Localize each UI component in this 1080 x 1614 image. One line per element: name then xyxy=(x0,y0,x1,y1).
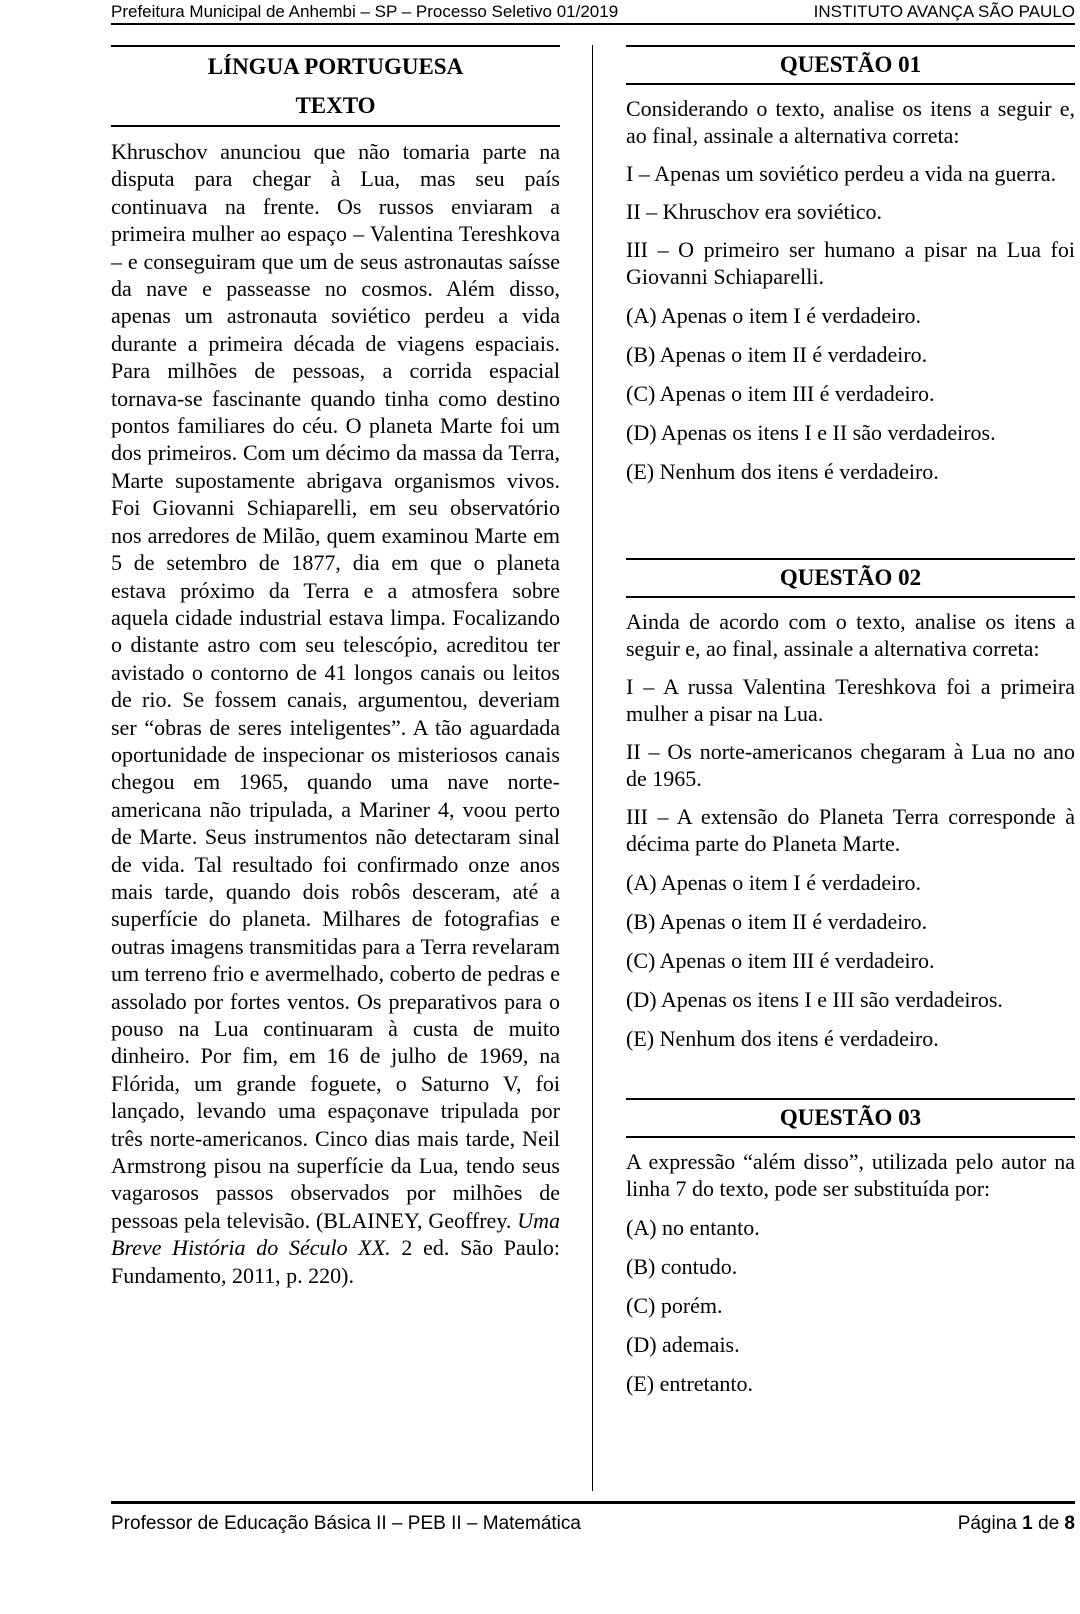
question-statement: A expressão “além disso”, utilizada pelo autor na linha 7 do texto, pode ser substituída por: xyxy=(626,1149,1075,1201)
question-item: I – Apenas um soviético perdeu a vida na guerra. xyxy=(626,161,1057,186)
answer-option: (D) Apenas os itens I e III são verdadeiros. xyxy=(626,987,1003,1012)
question-01 xyxy=(626,45,1075,485)
header-right-text: INSTITUTO AVANÇA SÃO PAULO xyxy=(813,2,1075,21)
question-item: III – A extensão do Planeta Terra corresponde à décima parte do Planeta Marte. xyxy=(626,804,1075,856)
answer-option: (B) contudo. xyxy=(626,1254,738,1279)
answer-option: (A) Apenas o item I é verdadeiro. xyxy=(626,870,922,895)
question-03 xyxy=(626,1098,1075,1397)
question-title: QUESTÃO 02 xyxy=(626,558,1075,598)
passage-book-title: Uma Breve História do Século XX. xyxy=(111,1207,560,1261)
text-column xyxy=(111,45,560,1289)
answer-option: (A) Apenas o item I é verdadeiro. xyxy=(626,303,922,328)
answer-option: (C) Apenas o item III é verdadeiro. xyxy=(626,381,935,406)
answer-option: (C) porém. xyxy=(626,1293,723,1318)
answer-option: (B) Apenas o item II é verdadeiro. xyxy=(626,909,928,934)
header-left-text: Prefeitura Municipal de Anhembi – SP – Processo Seletivo 01/2019 xyxy=(111,2,619,21)
question-item: I – A russa Valentina Tereshkova foi a primeira mulher a pisar na Lua. xyxy=(626,674,1075,726)
column-divider xyxy=(592,45,593,1491)
passage-main: Khruschov anunciou que não tomaria parte na disputa para chegar à Lua, mas seu país continuava na frente. Os russos enviaram a primeira mulher ao espaço – Valentina Tereshkova – e conseguiram que um de seus astronautas saísse da nave e passeasse no cosmos. Além disso, apenas um astronauta soviético perdeu a vida durante a primeira década de viagens espaciais. Para milhões de pessoas, a corrida espacial tornava-se fascinante quando tinha como destino pontos familiares do céu. O planeta Marte foi um dos primeiros. Com um décimo da massa da Terra, Marte supostamente abrigava organismos vivos. Foi Giovanni Schiaparelli, em seu observatório nos arredores de Milão, quem examinou Marte em 5 de setembro de 1877, dia em que o planeta estava próximo da Terra e a atmosfera sobre aquela cidade industrial estava limpa. Focalizando o distante astro com seu telescópio, acreditou ter avistado o contorno de 41 longos canais ou leitos de rio. Se fossem canais, argumentou, deveriam ser “obras de seres inteligentes”. A tão aguardada oportunidade de inspecionar os misteriosos canais chegou em 1965, quando uma nave norte-americana não tripulada, a Mariner 4, voou perto de Marte. Seus instrumentos não detectaram sinal de vida. Tal resultado foi confirmado onze anos mais tarde, quando dois robôs desceram, até a superfície do planeta. Milhares de fotografias e outras imagens transmitidas para a Terra revelaram um terreno frio e avermelhado, coberto de pedras e assolado por fortes ventos. Os preparativos para o pouso na Lua continuaram à custa de muito dinheiro. Por fim, em 16 de julho de 1969, na Flórida, um grande foguete, o Saturno V, foi lançado, levando uma espaçonave tripulada por três norte-americanos. Cinco dias mais tarde, Neil Armstrong pisou na superfície da Lua, tendo seus vagarosos passos observados por milhões de pessoas pela televisão. (BLAINEY, Geoffrey. xyxy=(111,139,560,1233)
answer-option: (A) no entanto. xyxy=(626,1215,760,1240)
page-footer xyxy=(111,1501,1075,1544)
answer-option: (E) Nenhum dos itens é verdadeiro. xyxy=(626,1026,939,1051)
question-item: II – Os norte-americanos chegaram à Lua no ano de 1965. xyxy=(626,739,1075,791)
section-title: TEXTO xyxy=(295,93,376,118)
answer-option: (E) Nenhum dos itens é verdadeiro. xyxy=(626,459,939,484)
subject-title: LÍNGUA PORTUGUESA xyxy=(207,54,464,79)
answer-option: (D) Apenas os itens I e II são verdadeiros. xyxy=(626,420,996,445)
question-item: II – Khruschov era soviético. xyxy=(626,199,882,224)
answer-option: (D) ademais. xyxy=(626,1332,740,1357)
answer-option: (B) Apenas o item II é verdadeiro. xyxy=(626,342,928,367)
question-statement: Ainda de acordo com o texto, analise os itens a seguir e, ao final, assinale a alternativa correta: xyxy=(626,609,1075,661)
subject-title-box xyxy=(111,45,560,127)
question-02 xyxy=(626,558,1075,1052)
reading-passage xyxy=(111,138,560,1289)
question-title: QUESTÃO 03 xyxy=(626,1098,1075,1138)
answer-option: (E) entretanto. xyxy=(626,1371,754,1396)
passage-citation-end: 2 ed. São Paulo: Fundamento, 2011, p. 220). xyxy=(111,1235,561,1288)
question-item: III – O primeiro ser humano a pisar na Lua foi Giovanni Schiaparelli. xyxy=(626,237,1075,289)
answer-option: (C) Apenas o item III é verdadeiro. xyxy=(626,948,935,973)
footer-left-text: Professor de Educação Básica II – PEB II – Matemática xyxy=(111,1513,581,1534)
page-header xyxy=(111,0,1075,25)
page-number: Página 1 de 8 xyxy=(957,1513,1075,1534)
question-statement: Considerando o texto, analise os itens a seguir e, ao final, assinale a alternativa correta: xyxy=(626,96,1075,148)
question-title: QUESTÃO 01 xyxy=(626,45,1075,85)
